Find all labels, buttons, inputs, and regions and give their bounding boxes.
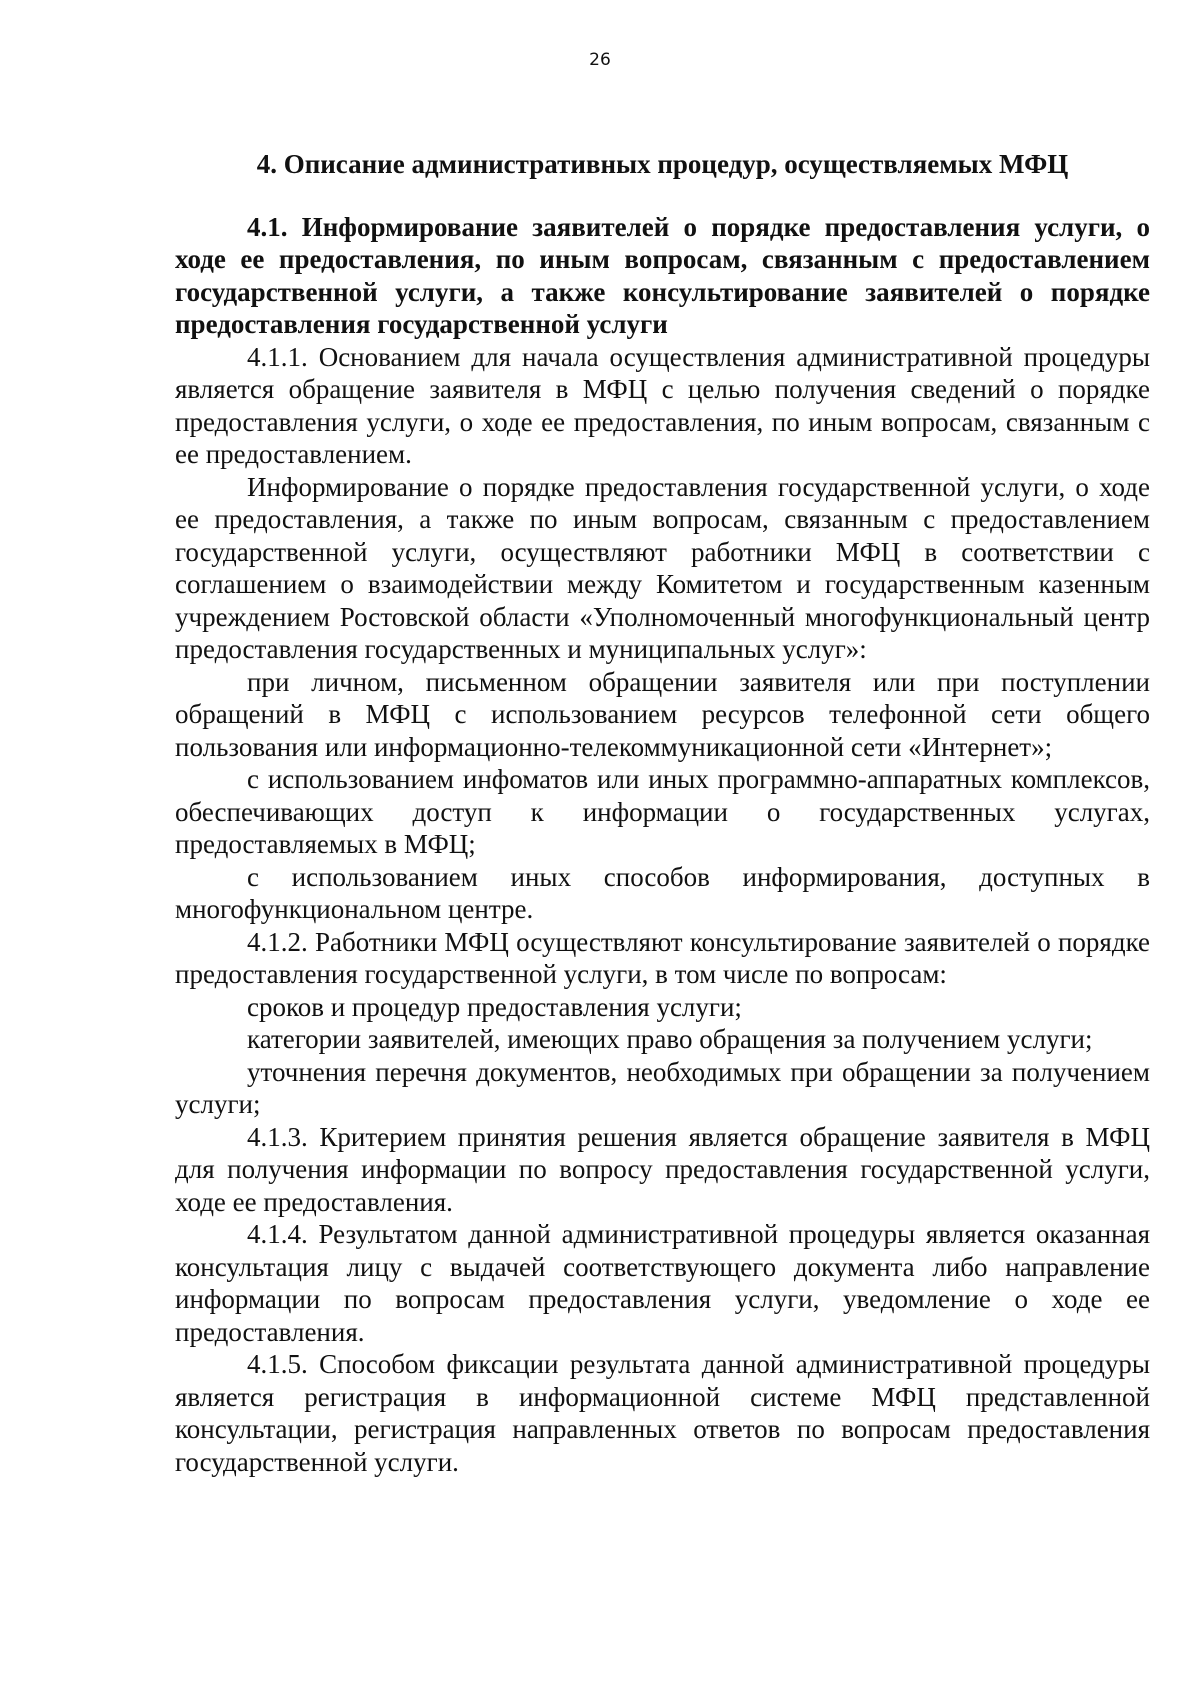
list-item-personal-request: при личном, письменном обращении заявителя или при поступлении обращений в МФЦ с использованием ресурсов телефонной сети общего пользования или информационно-телекоммуникационной сети «Интернет»; bbox=[175, 666, 1150, 762]
paragraph-4-1-1: 4.1.1. Основанием для начала осуществления административной процедуры является обращение заявителя в МФЦ с целью получения сведений о порядке предоставления услуги, о ходе ее предоставления, по иным вопросам, связанным с ее предоставлением. bbox=[175, 341, 1150, 469]
paragraph-4-1-4: 4.1.4. Результатом данной административной процедуры является оказанная консультация лицу с выдачей соответствующего документа либо направление информации по вопросам предоставления услуги, уведомление о ходе ее предоставления. bbox=[175, 1219, 1150, 1347]
section-title: 4. Описание административных процедур, осуществляемых МФЦ bbox=[256, 149, 1069, 179]
list-item-documents: уточнения перечня документов, необходимых при обращении за получением услуги; bbox=[175, 1056, 1150, 1119]
paragraph-4-1-5: 4.1.5. Способом фиксации результата данной административной процедуры является регистрация в информационной системе МФЦ представленной консультации, регистрация направленных ответов по вопросам предоставления государственной услуги. bbox=[175, 1349, 1150, 1477]
page-number: 26 bbox=[589, 50, 611, 70]
paragraph-4-1-2: 4.1.2. Работники МФЦ осуществляют консультирование заявителей о порядке предоставления государственной услуги, в том числе по вопросам: bbox=[175, 926, 1150, 989]
list-item-terms: сроков и процедур предоставления услуги; bbox=[247, 991, 742, 1022]
paragraph-4-1-3: 4.1.3. Критерием принятия решения является обращение заявителя в МФЦ для получения информации по вопросу предоставления государственной услуги, ходе ее предоставления. bbox=[175, 1121, 1150, 1217]
list-item-categories: категории заявителей, имеющих право обращения за получением услуги; bbox=[247, 1024, 1093, 1054]
list-item-infomats: с использованием инфоматов или иных программно-аппаратных комплексов, обеспечивающих доступ к информации о государственных услугах, предоставляемых в МФЦ; bbox=[175, 764, 1150, 859]
document-body bbox=[175, 148, 1150, 1478]
subsection-title: 4.1. Информирование заявителей о порядке предоставления услуги, о ходе ее предоставления, по иным вопросам, связанным с предоставлением государственной услуги, а также консультирование заявителей о порядке предоставления государственной услуги bbox=[175, 211, 1150, 339]
paragraph-informing: Информирование о порядке предоставления государственной услуги, о ходе ее предоставления, а также по иным вопросам, связанным с предоставлением государственной услуги, осуществляют работники МФЦ в соответствии с соглашением о взаимодействии между Комитетом и государственным казенным учреждением Ростовской области «Уполномоченный многофункциональный центр предоставления государственных и муниципальных услуг»: bbox=[175, 471, 1150, 664]
list-item-other-methods: с использованием иных способов информирования, доступных в многофункциональном центре. bbox=[175, 861, 1150, 924]
